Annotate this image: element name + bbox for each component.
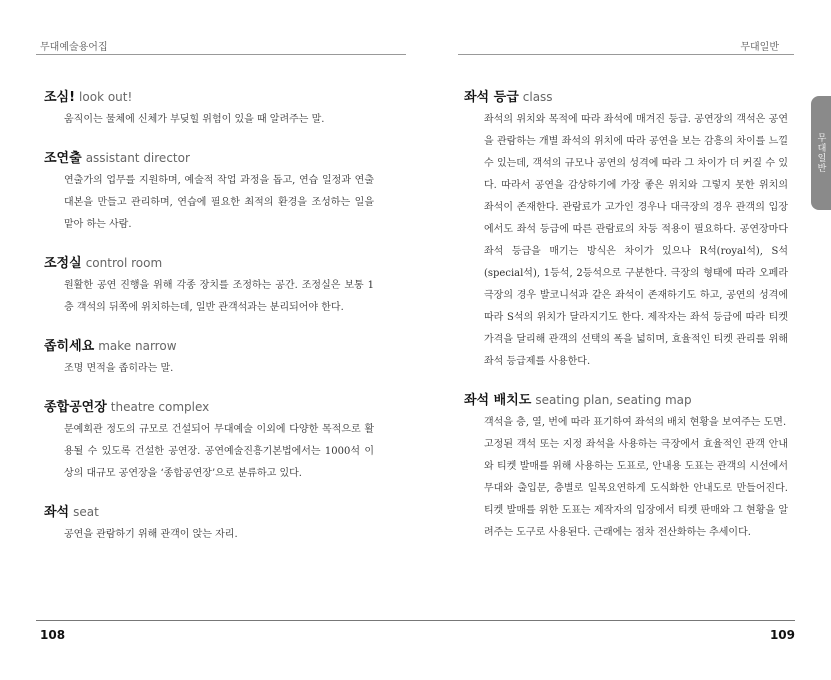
definition-paragraph: 좌석의 위치와 목적에 따라 좌석에 매겨진 등급. 공연장의 객석은 공연을 관람하는 개별 좌석의 위치에 따라 공연을 보는 감흥의 차이를 느낄 수 있는데, 객석의 규모나 공연의 성격에 따라 그 차이가 더 커질 수 있다. 따라서 공연을 감상하기에 가장 좋은 위치와 그렇지 못한 위치의 좌석이 존재한다. 관람료가 고가인 경우나 대극장의 경우 관객의 입장에서도 좌석 등급에 따른 관람료의 차등 적용이 필요하다. 공연장마다 좌석 등급을 매기는 방식은 차이가 있으나 R석(royal석), S석(special석), 1등석, 2등석으로 구분한다. 극장의 형태에 따라 오페라극장의 경우 발코니석과 같은 좌석이 존재하기도 하고, 공연의 성격에 따라 S석의 위치가 달라지기도 한다. 제작자는 좌석 등급에 따라 티켓 가격을 달리해 관객의 선택의 폭을 넓히며, 효율적인 티켓 관리를 위해 좌석 등급제를 사용한다. (484, 114, 788, 367)
definition-paragraph: 객석을 층, 열, 번에 따라 표기하여 좌석의 배치 현황을 보여주는 도면. (484, 417, 787, 428)
page-header (0, 0, 831, 60)
entry-term: 조정실 (44, 256, 82, 271)
glossary-entry (44, 337, 374, 380)
entry-definition (44, 109, 374, 131)
entry-english-term: class (522, 90, 553, 104)
running-header-left: 무대예술용어집 (40, 42, 108, 53)
entry-term: 종합공연장 (44, 400, 107, 415)
entry-term: 좌석 배치도 (464, 393, 532, 408)
side-tab-label: 무대일반 (815, 133, 826, 173)
footer-rule (36, 620, 795, 621)
entry-term: 조심! (44, 90, 76, 105)
entry-term: 좌석 (44, 505, 70, 520)
section-side-tab (811, 96, 831, 210)
glossary-entry (44, 88, 374, 131)
running-header-right: 무대일반 (740, 42, 779, 53)
entry-definition (44, 419, 374, 485)
glossary-entry (44, 149, 374, 236)
glossary-entry (44, 398, 374, 485)
page-number-right: 109 (769, 628, 795, 642)
entry-english-term: control room (85, 256, 163, 270)
entry-heading (44, 254, 374, 273)
entry-heading (44, 337, 374, 356)
entry-english-term: make narrow (98, 339, 177, 353)
entry-heading (464, 391, 788, 410)
definition-paragraph: 연출가의 업무를 지원하며, 예술적 작업 과정을 돕고, 연습 일정과 연출 대본을 만들고 관리하며, 연습에 필요한 최적의 환경을 조성하는 일을 맡아 하는 사람. (64, 175, 374, 230)
entry-term: 좁히세요 (44, 339, 95, 354)
entry-heading (44, 88, 374, 107)
entry-heading (44, 503, 374, 522)
glossary-entry (44, 254, 374, 319)
entry-english-term: theatre complex (110, 400, 210, 414)
glossary-entry (464, 391, 788, 544)
definition-paragraph: 고정된 객석 또는 지정 좌석을 사용하는 극장에서 효율적인 관객 안내와 티켓 발매를 위해 사용하는 도표로, 안내용 도표는 관객의 시선에서 무대와 출입문, 층별로 일목요연하게 도식화한 안내도로 만들어진다. 티켓 발매를 위한 도표는 제작자의 입장에서 티켓 판매와 그 현황을 알려주는 도구로 사용된다. 근래에는 점차 전산화하는 추세이다. (484, 439, 788, 538)
definition-paragraph: 조명 면적을 좁히라는 말. (64, 363, 174, 374)
definition-paragraph: 공연을 관람하기 위해 관객이 앉는 자리. (64, 529, 238, 540)
header-rule-right (458, 54, 794, 55)
right-page-column (464, 88, 788, 562)
entry-english-term: seating plan, seating map (535, 393, 692, 407)
entry-definition (464, 412, 788, 544)
entry-term: 좌석 등급 (464, 90, 519, 105)
entry-english-term: look out! (79, 90, 133, 104)
entry-english-term: seat (73, 505, 99, 519)
entry-heading (44, 149, 374, 168)
entry-definition (44, 524, 374, 546)
entry-definition (44, 275, 374, 319)
left-page-column (44, 88, 374, 564)
entry-definition (44, 170, 374, 236)
entry-definition (464, 109, 788, 373)
definition-paragraph: 원활한 공연 진행을 위해 각종 장치를 조정하는 공간. 조정실은 보통 1층 객석의 뒤쪽에 위치하는데, 일반 관객석과는 분리되어야 한다. (64, 280, 374, 313)
entry-english-term: assistant director (85, 151, 190, 165)
glossary-entry (464, 88, 788, 373)
glossary-entry (44, 503, 374, 546)
header-rule-left (36, 54, 406, 55)
entry-heading (44, 398, 374, 417)
entry-heading (464, 88, 788, 107)
definition-paragraph: 문예회관 정도의 규모로 건설되어 무대예술 이외에 다양한 목적으로 활용될 수 있도록 건설한 공연장. 공연예술진흥기본법에서는 1000석 이상의 대규모 공연장을 ‘종합공연장’으로 분류하고 있다. (64, 424, 374, 479)
entry-definition (44, 358, 374, 380)
page-number-left: 108 (40, 628, 66, 642)
definition-paragraph: 움직이는 물체에 신체가 부딪힐 위험이 있을 때 알려주는 말. (64, 114, 325, 125)
entry-term: 조연출 (44, 151, 82, 166)
